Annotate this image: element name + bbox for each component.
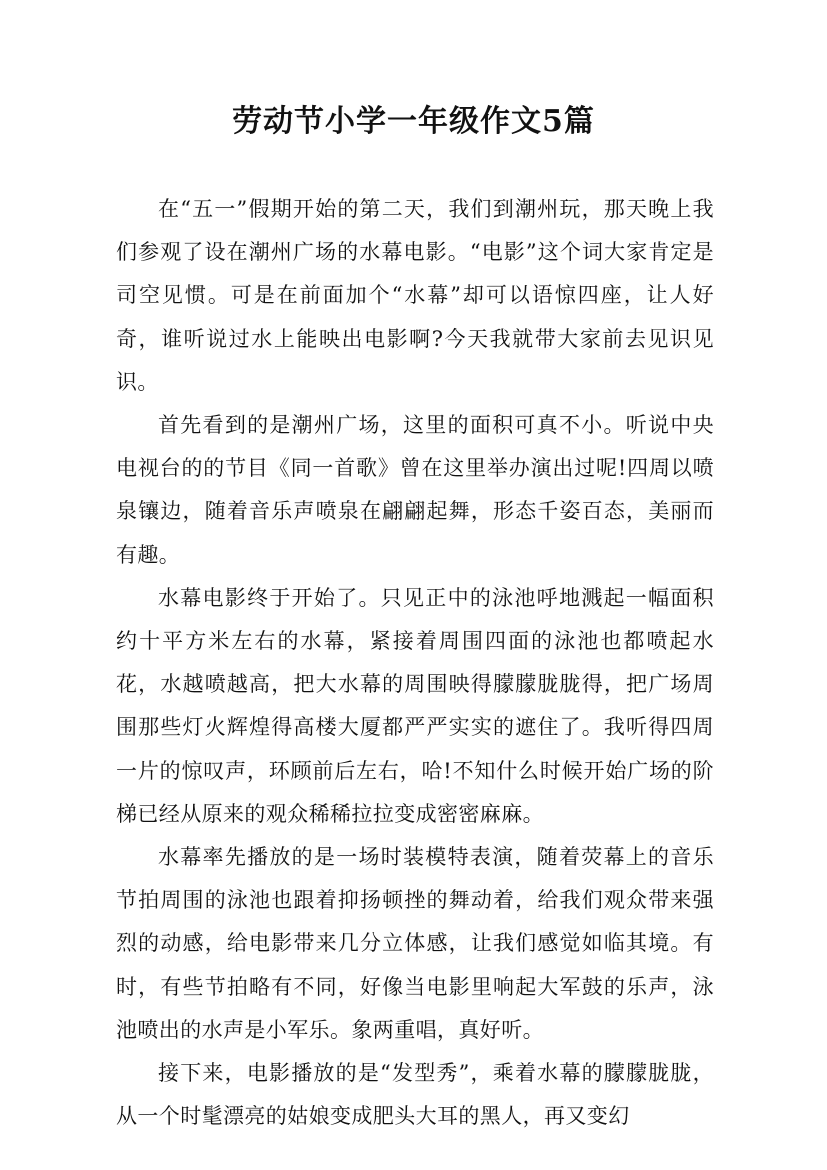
paragraph: 首先看到的是潮州广场，这里的面积可真不小。听说中央电视台的的节目《同一首歌》曾在这里举办演出过呢!四周以喷泉镶边，随着音乐声喷泉在翩翩起舞，形态千姿百态，美丽而有趣。 <box>116 413 714 567</box>
paragraph: 水幕率先播放的是一场时装模特表演，随着荧幕上的音乐节拍周围的泳池也跟着抑扬顿挫的舞动着，给我们观众带来强烈的动感，给电影带来几分立体感，让我们感觉如临其境。有时，有些节拍略有不同，好像当电影里响起大军鼓的乐声，泳池喷出的水声是小军乐。象两重唱，真好听。 <box>116 845 714 1042</box>
document-body <box>116 188 714 1138</box>
paragraph: 接下来，电影播放的是“发型秀”，乘着水幕的朦朦胧胧，从一个时髦漂亮的姑娘变成肥头大耳的黑人，再又变幻 <box>116 1061 714 1129</box>
document-title: 劳动节小学一年级作文5篇 <box>232 104 595 139</box>
paragraph: 在“五一”假期开始的第二天，我们到潮州玩，那天晚上我们参观了设在潮州广场的水幕电影。“电影”这个词大家肯定是司空见惯。可是在前面加个“水幕”却可以语惊四座，让人好奇，谁听说过水上能映出电影啊?今天我就带大家前去见识见识。 <box>116 197 714 394</box>
paragraph: 水幕电影终于开始了。只见正中的泳池呼地溅起一幅面积约十平方米左右的水幕，紧接着周围四面的泳池也都喷起水花，水越喷越高，把大水幕的周围映得朦朦胧胧得，把广场周围那些灯火辉煌得高楼大厦都严严实实的遮住了。我听得四周一片的惊叹声，环顾前后左右，哈!不知什么时候开始广场的阶梯已经从原来的观众稀稀拉拉变成密密麻麻。 <box>116 585 714 826</box>
